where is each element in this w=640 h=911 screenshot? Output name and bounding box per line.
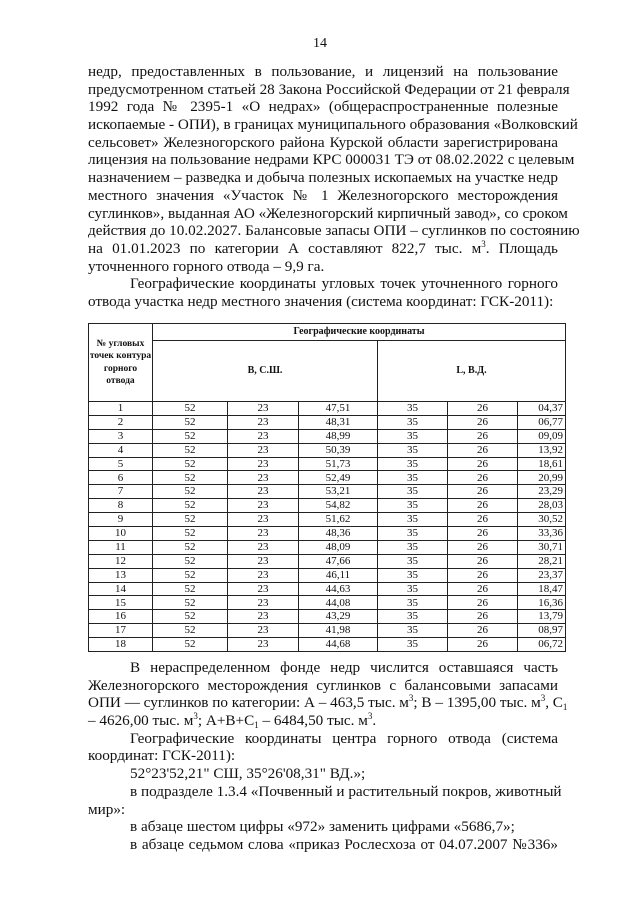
table-cell: 50,39 — [299, 443, 378, 457]
text-line: В нераспределенном фонде недр числится оставшаяся часть — [130, 659, 558, 676]
table-cell: 28,03 — [518, 499, 566, 513]
text-line: местного значения «Участок № 1 Железногорского месторождения — [88, 186, 558, 204]
table-row — [89, 582, 566, 596]
table-cell: 52 — [153, 471, 228, 485]
body-text-top — [88, 63, 580, 311]
table-cell: 13,92 — [518, 443, 566, 457]
table-cell: 35 — [378, 499, 448, 513]
table-cell: 48,99 — [299, 429, 378, 443]
paragraph — [88, 765, 558, 783]
table-cell: 23 — [228, 554, 299, 568]
text-line: в абзаце седьмом слова «приказ Рослесхоза от 04.07.2007 №336» — [130, 835, 558, 853]
table-cell: 35 — [378, 415, 448, 429]
table-cell: 52 — [153, 443, 228, 457]
text-line: Географические координаты угловых точек уточненного горного — [130, 275, 558, 293]
text-line: Железногорского месторождения суглинков с балансовыми запасами — [88, 676, 558, 694]
table-row — [89, 402, 566, 416]
table-cell: 26 — [448, 402, 518, 416]
table-cell: 35 — [378, 554, 448, 568]
table-cell: 08,97 — [518, 624, 566, 638]
table-cell: 26 — [448, 582, 518, 596]
table-cell: 47,51 — [299, 402, 378, 416]
text-line: Географические координаты центра горного отвода (система — [130, 729, 558, 747]
paragraph — [88, 659, 568, 731]
table-cell: 48,09 — [299, 540, 378, 554]
text-line: на 01.01.2023 по категории А составляют 822,7 тыс. $м^3$. Площадь — [88, 238, 558, 257]
table-cell: 26 — [448, 499, 518, 513]
table-row — [89, 527, 566, 541]
table-row — [89, 610, 566, 624]
text-line: ОПИ — суглинков по категории: А – 463,5 тыс. $м^3$; В – 1395,00 тыс. $м^3$, $С_1$ — [88, 693, 568, 713]
table-cell: 8 — [89, 499, 153, 513]
table-cell: 51,62 — [299, 513, 378, 527]
table-cell: 35 — [378, 624, 448, 638]
table-cell: 23 — [228, 596, 299, 610]
table-cell: 23 — [228, 540, 299, 554]
table-cell: 15 — [89, 596, 153, 610]
table-row — [89, 624, 566, 638]
table-cell: 18,47 — [518, 582, 566, 596]
body-text-bottom — [88, 659, 568, 854]
table-cell: 35 — [378, 402, 448, 416]
header-longitude: L, В.Д. — [378, 341, 566, 402]
table-cell: 26 — [448, 429, 518, 443]
table-cell: 52 — [153, 527, 228, 541]
table-cell: 48,31 — [299, 415, 378, 429]
text-line: суглинков», выданная АО «Железногорский кирпичный завод», со сроком — [88, 204, 568, 222]
table-cell: 23 — [228, 568, 299, 582]
table-cell: 35 — [378, 596, 448, 610]
table-row — [89, 443, 566, 457]
table-cell: 04,37 — [518, 402, 566, 416]
table-cell: 48,36 — [299, 527, 378, 541]
text-line: в абзаце шестом цифры «972» заменить цифрами «5686,7»; — [130, 818, 515, 836]
table-cell: 35 — [378, 457, 448, 471]
table-cell: 46,11 — [299, 568, 378, 582]
table-cell: 4 — [89, 443, 153, 457]
table-row — [89, 540, 566, 554]
table-cell: 54,82 — [299, 499, 378, 513]
table-cell: 3 — [89, 429, 153, 443]
table-cell: 5 — [89, 457, 153, 471]
table-cell: 26 — [448, 624, 518, 638]
header-point-number: № угловых точек контура горного отвода — [89, 324, 153, 402]
table-cell: 16 — [89, 610, 153, 624]
table-row — [89, 485, 566, 499]
text-line: действия до 10.02.2027. Балансовые запасы ОПИ – суглинков по состоянию — [88, 222, 580, 240]
table-cell: 35 — [378, 443, 448, 457]
table-cell: 23 — [228, 415, 299, 429]
text-line: координат: ГСК-2011): — [88, 747, 236, 765]
table-cell: 35 — [378, 610, 448, 624]
table-cell: 23 — [228, 582, 299, 596]
text-line: ископаемые - ОПИ), в границах муниципального образования «Волковский — [88, 116, 578, 134]
table-cell: 26 — [448, 471, 518, 485]
table-cell: 16,36 — [518, 596, 566, 610]
table-cell: 28,21 — [518, 554, 566, 568]
table-cell: 44,08 — [299, 596, 378, 610]
paragraph — [88, 63, 580, 275]
text-line: уточненного горного отвода – 9,9 га. — [88, 257, 325, 275]
paragraph — [88, 836, 558, 854]
table-cell: 35 — [378, 638, 448, 652]
table-cell: 52 — [153, 513, 228, 527]
table-cell: 52 — [153, 582, 228, 596]
page-number: 14 — [313, 36, 327, 51]
table-cell: 35 — [378, 485, 448, 499]
table-cell: 23 — [228, 624, 299, 638]
table-cell: 2 — [89, 415, 153, 429]
table-cell: 47,66 — [299, 554, 378, 568]
text-line: 1992 года № 2395-1 «О недрах» (общераспространенные полезные — [88, 98, 558, 116]
table-cell: 23 — [228, 527, 299, 541]
table-cell: 06,77 — [518, 415, 566, 429]
table-cell: 51,73 — [299, 457, 378, 471]
table-cell: 20,99 — [518, 471, 566, 485]
table-cell: 52 — [153, 540, 228, 554]
table-row — [89, 513, 566, 527]
table-cell: 13 — [89, 568, 153, 582]
table-cell: 11 — [89, 540, 153, 554]
coordinates-table — [88, 323, 566, 652]
table-cell: 26 — [448, 638, 518, 652]
text-line: 52°23'52,21" СШ, 35°26'08,31" ВД.»; — [130, 765, 366, 783]
table-cell: 35 — [378, 471, 448, 485]
table-cell: 26 — [448, 415, 518, 429]
table-cell: 35 — [378, 568, 448, 582]
table-cell: 26 — [448, 513, 518, 527]
table-row — [89, 554, 566, 568]
table-cell: 52 — [153, 457, 228, 471]
table-cell: 26 — [448, 596, 518, 610]
table-cell: 23 — [228, 429, 299, 443]
table-cell: 53,21 — [299, 485, 378, 499]
table-cell: 52,49 — [299, 471, 378, 485]
table-cell: 44,68 — [299, 638, 378, 652]
table-cell: 52 — [153, 610, 228, 624]
table-cell: 23 — [228, 638, 299, 652]
table-cell: 23 — [228, 402, 299, 416]
table-cell: 52 — [153, 624, 228, 638]
table-row — [89, 429, 566, 443]
table-cell: 26 — [448, 610, 518, 624]
table-cell: 26 — [448, 443, 518, 457]
table-cell: 30,52 — [518, 513, 566, 527]
table-cell: 35 — [378, 513, 448, 527]
table-cell: 41,98 — [299, 624, 378, 638]
table-cell: 26 — [448, 540, 518, 554]
header-geo-coordinates: Географические координаты — [153, 324, 566, 341]
table-cell: 44,63 — [299, 582, 378, 596]
table-row — [89, 596, 566, 610]
table-cell: 26 — [448, 457, 518, 471]
table-cell: 35 — [378, 540, 448, 554]
table-cell: 35 — [378, 582, 448, 596]
paragraph — [88, 782, 562, 818]
table-cell: 06,72 — [518, 638, 566, 652]
text-line: – 4626,00 тыс. $м^3$; $А+В+С_1 - 6484,50$ тыс. $м^3$. — [88, 711, 377, 731]
paragraph — [88, 818, 558, 836]
text-line: предусмотренном статьей 28 Закона Российской Федерации от 21 февраля — [88, 80, 570, 98]
table-cell: 23 — [228, 499, 299, 513]
table-cell: 23 — [228, 610, 299, 624]
text-line: лицензия на пользование недрами КРС 000031 ТЭ от 08.02.2022 с целевым — [88, 151, 575, 169]
table-cell: 26 — [448, 485, 518, 499]
table-cell: 26 — [448, 554, 518, 568]
table-row — [89, 638, 566, 652]
text-line: отвода участка недр местного значения (система координат: ГСК-2011): — [88, 292, 554, 310]
table-cell: 30,71 — [518, 540, 566, 554]
table-cell: 52 — [153, 554, 228, 568]
table-cell: 1 — [89, 402, 153, 416]
table-row — [89, 499, 566, 513]
table-cell: 10 — [89, 527, 153, 541]
text-line: недр, предоставленных в пользование, и лицензий на пользование — [88, 63, 558, 80]
paragraph — [88, 275, 558, 310]
table-cell: 52 — [153, 638, 228, 652]
table-cell: 18,61 — [518, 457, 566, 471]
header-latitude: B, С.Ш. — [153, 341, 378, 402]
table-cell: 23 — [228, 513, 299, 527]
table-row — [89, 415, 566, 429]
table-cell: 7 — [89, 485, 153, 499]
table-cell: 52 — [153, 499, 228, 513]
table-cell: 6 — [89, 471, 153, 485]
table-cell: 26 — [448, 568, 518, 582]
table-cell: 18 — [89, 638, 153, 652]
table-cell: 23 — [228, 457, 299, 471]
table-cell: 52 — [153, 568, 228, 582]
table-cell: 23 — [228, 443, 299, 457]
text-line: назначением – разведка и добыча полезных ископаемых на участке недр — [88, 169, 558, 187]
table-cell: 52 — [153, 402, 228, 416]
table-row — [89, 471, 566, 485]
table-cell: 35 — [378, 527, 448, 541]
table-cell: 52 — [153, 485, 228, 499]
table-cell: 17 — [89, 624, 153, 638]
table-cell: 9 — [89, 513, 153, 527]
table-row — [89, 568, 566, 582]
table-cell: 14 — [89, 582, 153, 596]
table-cell: 09,09 — [518, 429, 566, 443]
table-cell: 12 — [89, 554, 153, 568]
table-cell: 13,79 — [518, 610, 566, 624]
paragraph — [88, 730, 558, 765]
table-cell: 33,36 — [518, 527, 566, 541]
table-cell: 52 — [153, 596, 228, 610]
table-cell: 35 — [378, 429, 448, 443]
table-cell: 52 — [153, 429, 228, 443]
table-cell: 23 — [228, 485, 299, 499]
table-cell: 23 — [228, 471, 299, 485]
table-cell: 23,37 — [518, 568, 566, 582]
table-row — [89, 457, 566, 471]
table-cell: 26 — [448, 527, 518, 541]
text-line: сельсовет» Железногорского района Курской области зарегистрирована — [88, 133, 558, 151]
text-line: мир»: — [88, 800, 126, 818]
text-line: в подразделе 1.3.4 «Почвенный и растительный покров, животный — [130, 782, 562, 800]
table-cell: 23,29 — [518, 485, 566, 499]
table-cell: 43,29 — [299, 610, 378, 624]
table-cell: 52 — [153, 415, 228, 429]
